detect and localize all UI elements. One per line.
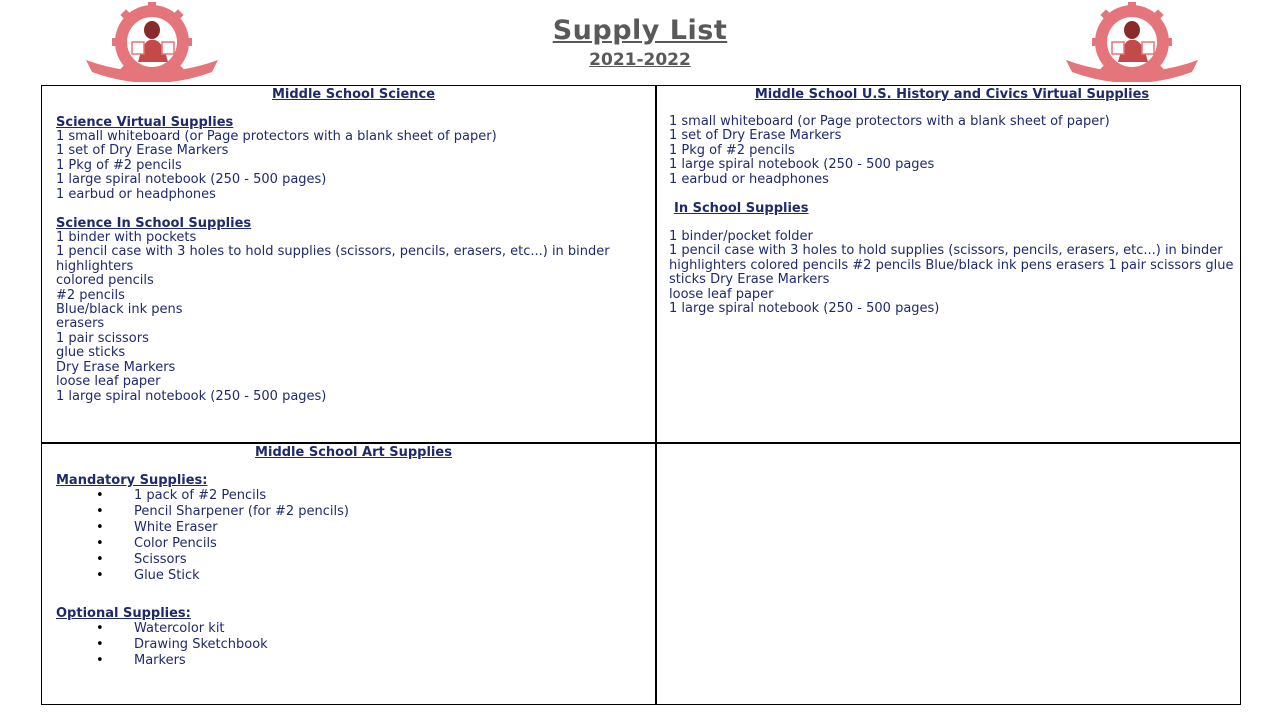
supply-item: 1 pair scissors [56, 330, 149, 346]
supply-bullet-item: • Drawing Sketchbook [56, 637, 651, 653]
science-inschool-title: Science In School Supplies [56, 216, 252, 232]
supply-bullet-item: • Color Pencils [56, 536, 651, 552]
supply-item: highlighters [56, 258, 134, 274]
supply-item: colored pencils [56, 273, 154, 289]
page-title: Supply List [552, 15, 728, 46]
supply-bullet-item: • Markers [56, 653, 651, 669]
supply-item: 1 small whiteboard (or Page protectors with a blank sheet of paper) [56, 129, 497, 144]
supply-item: 1 earbud or headphones [56, 186, 216, 202]
supply-item: #2 pencils [56, 287, 125, 303]
supply-item: 1 large spiral notebook (250 - 500 pages) [56, 388, 327, 404]
supply-item: 1 large spiral notebook (250 - 500 pages) [669, 301, 940, 317]
science-virtual-list [56, 130, 651, 202]
supply-item: 1 pencil case with 3 holes to hold supplies (scissors, pencils, erasers, etc...) in binder [56, 244, 610, 260]
supply-item: 1 binder with pockets [56, 230, 197, 246]
supply-bullet-item: • Scissors [56, 552, 651, 568]
supply-bullet-item: • Pencil Sharpener (for #2 pencils) [56, 504, 651, 520]
supply-item: glue sticks [56, 345, 126, 361]
supply-item: erasers [56, 316, 105, 332]
history-inschool-title: In School Supplies [674, 201, 809, 217]
art-optional-list [56, 621, 651, 669]
art-optional-title: Optional Supplies: [56, 606, 191, 621]
column-divider [655, 86, 657, 704]
art-mandatory-list [56, 488, 651, 584]
supply-item: 1 large spiral notebook (250 - 500 pages [669, 157, 935, 173]
supply-item: 1 binder/pocket folder [669, 229, 813, 245]
supply-bullet-item: • 1 pack of #2 Pencils [56, 488, 651, 504]
science-virtual-title: Science Virtual Supplies [56, 115, 234, 130]
supply-item: loose leaf paper [669, 286, 774, 302]
page-header [0, 14, 1280, 71]
supply-bullet-item: • Glue Stick [56, 568, 651, 584]
supply-table [41, 85, 1241, 705]
supply-bullet-item: • Watercolor kit [56, 621, 651, 637]
history-cell [669, 86, 1235, 316]
supply-item: 1 Pkg of #2 pencils [56, 157, 182, 173]
history-heading: Middle School U.S. History and Civics Virtual Supplies [754, 87, 1150, 102]
supply-item: 1 set of Dry Erase Markers [669, 128, 842, 144]
supply-bullet-item: • White Eraser [56, 520, 651, 536]
science-heading: Middle School Science [271, 87, 436, 102]
page-subtitle: 2021-2022 [589, 50, 691, 70]
history-inschool-list [669, 230, 1235, 316]
supply-item: 1 large spiral notebook (250 - 500 pages) [56, 172, 327, 188]
supply-item: 1 small whiteboard (or Page protectors with a blank sheet of paper) [669, 114, 1110, 129]
art-mandatory-title: Mandatory Supplies: [56, 473, 208, 488]
supply-item: Blue/black ink pens [56, 302, 183, 318]
supply-item: 1 Pkg of #2 pencils [669, 142, 795, 158]
science-cell [56, 86, 651, 404]
art-heading: Middle School Art Supplies [255, 445, 452, 460]
history-virtual-list [669, 115, 1235, 187]
art-cell [56, 444, 651, 669]
science-inschool-list [56, 231, 651, 404]
supply-item: loose leaf paper [56, 374, 161, 390]
supply-item: 1 pencil case with 3 holes to hold supplies (scissors, pencils, erasers, etc...) in binder highlighters colored pencils #2 pencils Blue/black ink pens erasers 1 pair scissors glue sticks Dry Erase Markers [669, 243, 1234, 288]
supply-item: 1 earbud or headphones [669, 171, 829, 187]
supply-item: 1 set of Dry Erase Markers [56, 143, 229, 159]
supply-item: Dry Erase Markers [56, 359, 176, 375]
